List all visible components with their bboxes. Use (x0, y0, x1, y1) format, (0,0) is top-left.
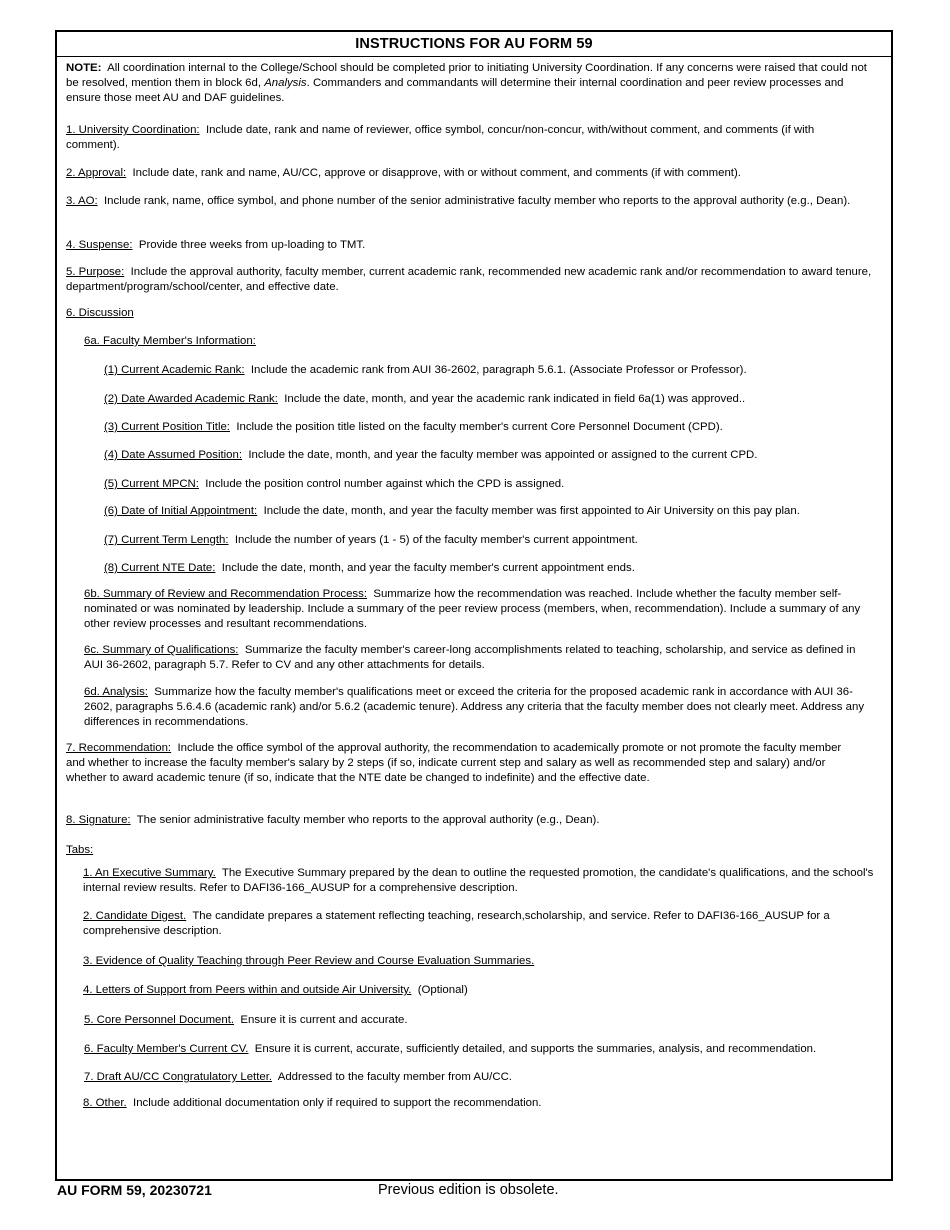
item-text: Include the position title listed on the faculty member's current Core Personnel Document (CPD). (236, 421, 723, 433)
item-text: The senior administrative faculty member who reports to the approval authority (e.g., Dean). (136, 814, 600, 826)
item-label: (4) Date Assumed Position: (104, 449, 243, 461)
item-text: Summarize how the recommendation was reached. Include whether the faculty member self-nominated or was nominated by leadership. Include a summary of the peer review process (members, when, recommendation). Include a summary of any other review processes and resultant recommendations. (84, 588, 861, 630)
tab-evidence-quality-teaching (83, 954, 883, 969)
item-text: Include the number of years (1 - 5) of the faculty member's current appointment. (234, 534, 638, 546)
item-label: (3) Current Position Title: (104, 421, 230, 433)
subitem-current-mpcn (104, 477, 884, 492)
form-identifier: AU FORM 59, 20230721 (57, 1182, 212, 1198)
item-label: 4. Letters of Support from Peers within and outside Air University. (83, 984, 412, 996)
tab-other (83, 1096, 883, 1111)
item-text: Include date, rank and name, AU/CC, approve or disapprove, with or without comment, and comments (if with comment). (132, 167, 741, 179)
item-text: Summarize the faculty member's career-long accomplishments related to teaching, scholarship, and service as defined in AUI 36-2602, paragraph 5.7. Refer to CV and any other attachments for details. (84, 644, 856, 671)
item-label: 6c. Summary of Qualifications: (84, 644, 239, 656)
item-text: Include the position control number against which the CPD is assigned. (205, 478, 565, 490)
tabs-heading (66, 843, 93, 858)
item-label: 4. Suspense: (66, 239, 133, 251)
item-label: 3. Evidence of Quality Teaching through Peer Review and Course Evaluation Summaries. (83, 955, 535, 967)
item-label: 1. An Executive Summary. (83, 867, 216, 879)
item-text: Summarize how the faculty member's qualifications meet or exceed the criteria for the proposed academic rank in accordance with AUI 36-2602, paragraphs 5.6.4.6 (academic rank) and/or 5.6.2 (academic tenure). Address any criteria that the faculty member does not clearly meet. Address any differences in recommendations. (84, 686, 865, 728)
item-text: Ensure it is current and accurate. (240, 1014, 408, 1026)
item-label: 1. University Coordination: (66, 124, 200, 136)
item-label: (1) Current Academic Rank: (104, 364, 245, 376)
item-text: Include the date, month, and year the faculty member was appointed or assigned to the current CPD. (248, 449, 758, 461)
item-signature (66, 813, 881, 828)
item-label: 8. Signature: (66, 814, 131, 826)
item-text: Include rank, name, office symbol, and phone number of the senior administrative faculty member who reports to the approval authority (e.g., Dean). (104, 195, 851, 207)
item-text: Include the approval authority, faculty member, current academic rank, recommended new academic rank and/or recommendation to award tenure, department/program/school/center, and effective date. (66, 266, 872, 293)
item-text: Include the date, month, and year the academic rank indicated in field 6a(1) was approved.. (284, 393, 746, 405)
item-text: Addressed to the faculty member from AU/CC. (277, 1071, 512, 1083)
item-text: The candidate prepares a statement reflecting teaching, research,scholarship, and service. Refer to DAFI36-166_AUSUP for a comprehensive description. (83, 910, 830, 937)
tab-faculty-cv (84, 1042, 889, 1057)
subitem-current-nte-date (104, 561, 884, 576)
subitem-date-assumed-position (104, 448, 884, 463)
item-label: (8) Current NTE Date: (104, 562, 216, 574)
note-paragraph (66, 61, 881, 106)
tab-candidate-digest (83, 909, 883, 939)
item-text: Include the office symbol of the approval authority, the recommendation to academically promote or not promote the faculty member and whether to increase the faculty member's salary by 2 steps (if so, indicate current step and salary as well as recommended step and salary) and/or whether to award academic tenure (if so, indicate that the NTE date be changed to indefinite) and the effective date. (66, 742, 842, 784)
tab-executive-summary (83, 866, 875, 896)
subitem-current-position-title (104, 420, 884, 435)
item-label: (2) Date Awarded Academic Rank: (104, 393, 278, 405)
item-label: 2. Approval: (66, 167, 127, 179)
item-text: Include the date, month, and year the faculty member's current appointment ends. (221, 562, 635, 574)
item-text: Include the academic rank from AUI 36-2602, paragraph 5.6.1. (Associate Professor or Professor). (250, 364, 747, 376)
item-label: 6b. Summary of Review and Recommendation Process: (84, 588, 367, 600)
note-italic: Analysis (264, 77, 307, 89)
item-recommendation (66, 741, 844, 786)
item-text: Include additional documentation only if required to support the recommendation. (133, 1097, 542, 1109)
item-label: 6a. Faculty Member's Information: (84, 335, 256, 347)
item-summary-review-process (84, 587, 866, 632)
item-purpose (66, 265, 881, 295)
item-label: 5. Purpose: (66, 266, 125, 278)
item-approval (66, 166, 881, 181)
tab-congratulatory-letter (84, 1070, 884, 1085)
item-label: 5. Core Personnel Document. (84, 1014, 235, 1026)
item-label: 6d. Analysis: (84, 686, 148, 698)
item-text: Include the date, month, and year the faculty member was first appointed to Air University on this pay plan. (263, 505, 800, 517)
item-discussion (66, 306, 134, 321)
item-analysis (84, 685, 866, 730)
item-label: (5) Current MPCN: (104, 478, 199, 490)
item-ao (66, 194, 866, 209)
item-label: (6) Date of Initial Appointment: (104, 505, 258, 517)
tab-letters-of-support (83, 983, 883, 998)
item-text: The Executive Summary prepared by the dean to outline the requested promotion, the candidate's qualifications, and the school's internal review results. Refer to DAFI36-166_AUSUP for a comprehensive description. (83, 867, 874, 894)
note-text-1: All coordination internal to the College/School should be completed prior to initiating University Coordination. If any concerns were raised that could not be resolved, mention them in block 6d, (66, 62, 867, 89)
tab-core-personnel-document (84, 1013, 884, 1028)
item-label: Tabs: (66, 844, 94, 856)
item-text: Ensure it is current, accurate, sufficiently detailed, and supports the summaries, analysis, and recommendation. (254, 1043, 817, 1055)
note-label: NOTE: (66, 62, 102, 74)
page-title: INSTRUCTIONS FOR AU FORM 59 (57, 32, 891, 57)
item-label: 7. Recommendation: (66, 742, 172, 754)
item-label: 7. Draft AU/CC Congratulatory Letter. (84, 1071, 273, 1083)
item-university-coordination (66, 123, 866, 153)
item-label: 2. Candidate Digest. (83, 910, 187, 922)
subitem-current-term-length (104, 533, 884, 548)
item-label: 6. Faculty Member's Current CV. (84, 1043, 249, 1055)
item-label: 6. Discussion (66, 307, 134, 319)
note-text-2: . Commanders and commandants will determine their internal coordination and peer review processes and ensure those meet AU and DAF guidelines. (66, 77, 844, 104)
subitem-date-awarded-rank (104, 392, 884, 407)
item-label: (7) Current Term Length: (104, 534, 229, 546)
item-suspense (66, 238, 881, 253)
subitem-date-initial-appointment (104, 504, 884, 519)
item-label: 8. Other. (83, 1097, 127, 1109)
edition-notice: Previous edition is obsolete. (378, 1182, 559, 1198)
item-text: Include date, rank and name of reviewer, office symbol, concur/non-concur, with/without comment, and comments (if with comment). (66, 124, 815, 151)
item-text: (Optional) (417, 984, 468, 996)
item-label: 3. AO: (66, 195, 98, 207)
subitem-current-academic-rank (104, 363, 884, 378)
item-text: Provide three weeks from up-loading to TMT. (138, 239, 366, 251)
item-summary-qualifications (84, 643, 866, 673)
item-faculty-information (84, 334, 256, 349)
